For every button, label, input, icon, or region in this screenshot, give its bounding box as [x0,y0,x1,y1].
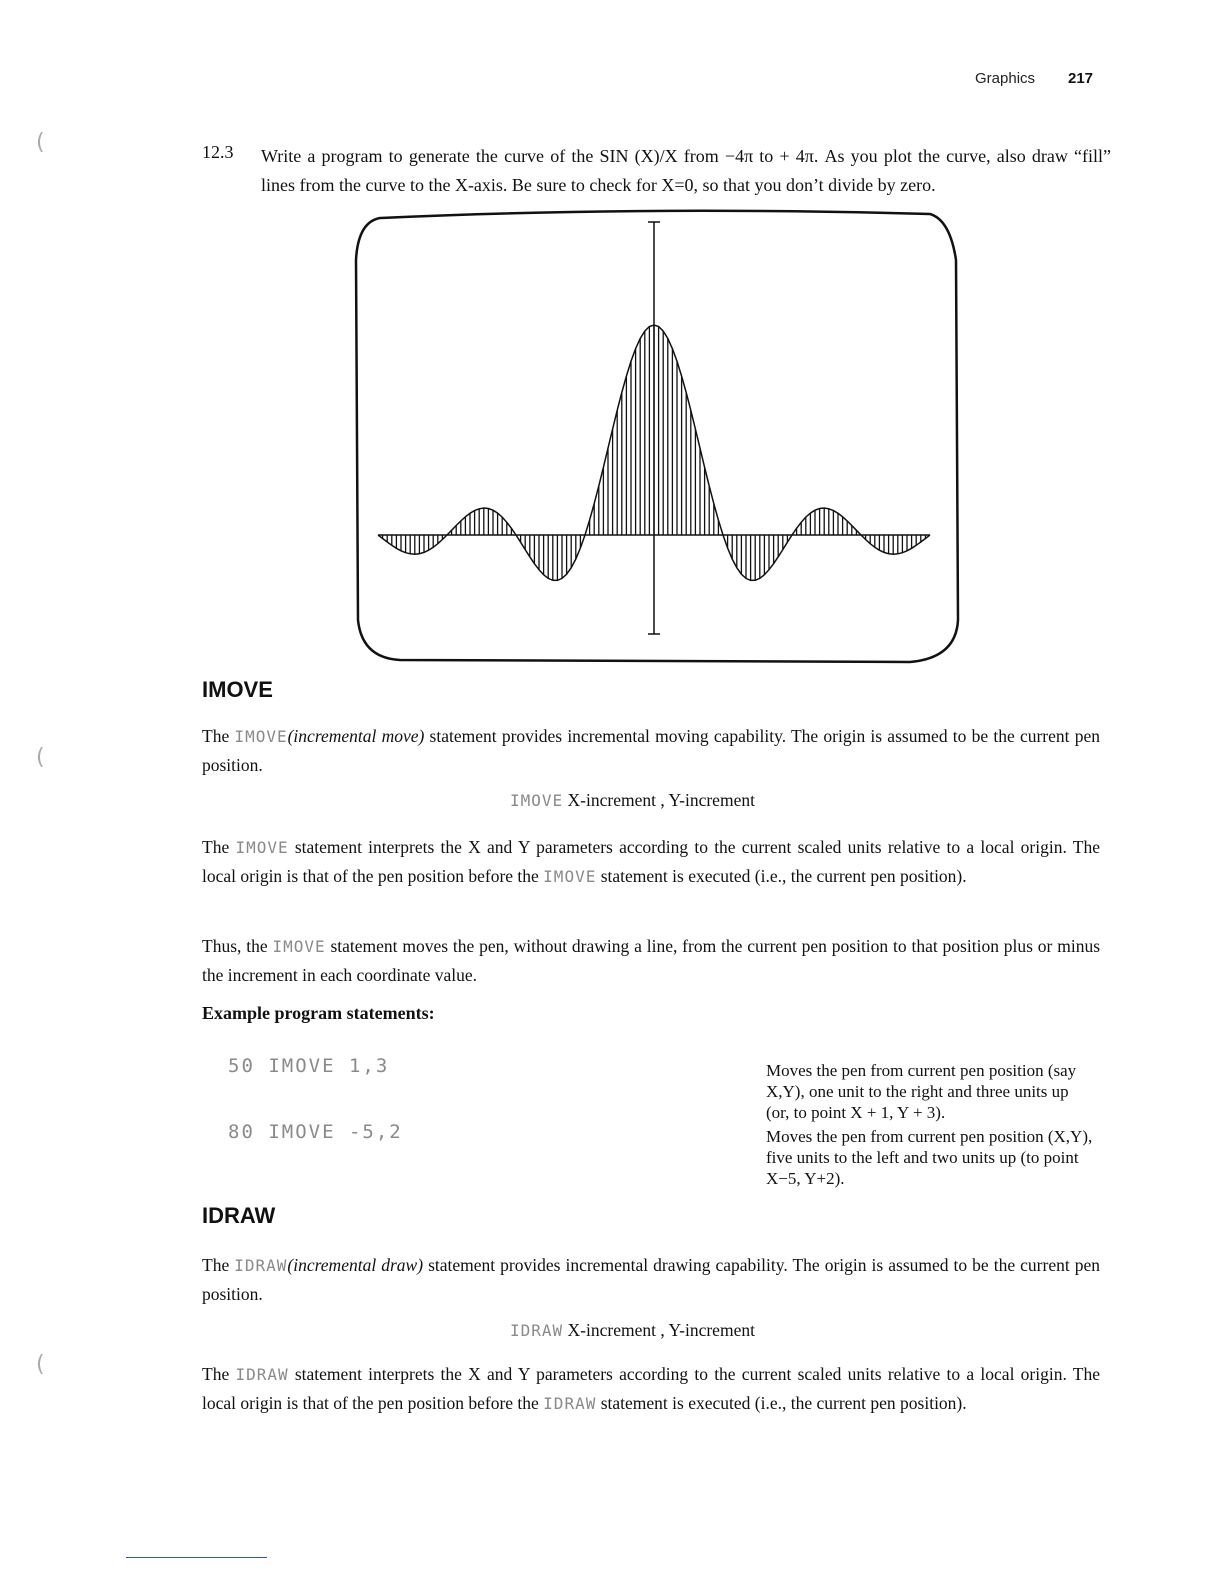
keyword-idraw: IDRAW [235,1365,289,1384]
imove-syntax [510,790,755,811]
example-code-2: 80 IMOVE -5,2 [228,1121,403,1143]
text-run: The [202,1364,236,1384]
section-heading-imove: IMOVE [202,677,273,702]
text-run: statement is executed (i.e., the current pen position). [596,1393,967,1413]
keyword-imove: IMOVE [272,937,326,956]
imove-italic: (incremental move) [287,726,425,746]
margin-mark: ( [36,1352,45,1377]
example-desc-1: Moves the pen from current pen position (say X,Y), one unit to the right and three units up (or, to point X + 1, Y + 3). [766,1061,1077,1122]
the-word: The [202,1255,235,1275]
keyword-imove: IMOVE [543,867,597,886]
idraw-paragraph-1 [202,1251,1100,1309]
idraw-p1-text: statement provides incremental drawing capability. The origin is assumed to be the current pen position. [202,1255,1101,1304]
imove-paragraph-2 [202,833,1100,891]
imove-paragraph-3 [202,932,1100,990]
text-run: Thus, the [202,936,273,956]
page-number: 217 [1068,70,1094,87]
sinx-over-x-plot [340,200,970,680]
the-word: The [202,726,235,746]
exercise-number: 12.3 [202,142,234,162]
margin-mark: ( [36,745,45,770]
keyword-imove: IMOVE [510,791,564,810]
text-run: statement interprets the X and Y parameters according to the current scaled units relative to a local origin. The local origin is that of the pen position before the [202,1364,1100,1413]
text-run: statement is executed (i.e., the current pen position). [596,866,967,886]
keyword-idraw: IDRAW [543,1394,597,1413]
example-desc-2: Moves the pen from current pen position (X,Y), five units to the left and two units up (to point X−5, Y+2). [766,1127,1093,1188]
idraw-syntax [510,1320,755,1341]
section-heading-idraw: IDRAW [202,1203,276,1228]
exercise-text: Write a program to generate the curve of the SIN (X)/X from −4π to + 4π. As you plot the curve, also draw “fill” lines from the curve to the X-axis. Be sure to check for X=0, so that you don’t divide by zero. [261,146,1111,195]
idraw-syntax-args: X-increment , Y-increment [563,1320,755,1340]
imove-syntax-args: X-increment , Y-increment [563,790,755,810]
imove-p1-text: statement provides incremental moving capability. The origin is assumed to be the current pen position. [202,726,1100,775]
imove-paragraph-1 [202,722,1100,780]
running-header-section: Graphics [975,70,1036,87]
idraw-italic: (incremental draw) [287,1255,424,1275]
text-run: The [202,837,236,857]
keyword-imove: IMOVE [235,838,289,857]
screen-bezel [356,211,958,662]
text-run: statement interprets the X and Y parameters according to the current scaled units relative to a local origin. The local origin is that of the pen position before the [202,837,1100,886]
text-run: statement moves the pen, without drawing a line, from the current pen position to that position plus or minus the increment in each coordinate value. [202,936,1100,985]
crt-screen-figure [340,200,970,680]
keyword-idraw: IDRAW [510,1321,564,1340]
keyword-idraw: IDRAW [234,1256,288,1275]
example-code-1: 50 IMOVE 1,3 [228,1055,390,1077]
margin-mark: ( [36,130,45,155]
examples-heading: Example program statements: [202,1003,435,1023]
idraw-paragraph-2 [202,1360,1100,1418]
keyword-imove: IMOVE [234,727,288,746]
footer-rule [126,1557,267,1558]
